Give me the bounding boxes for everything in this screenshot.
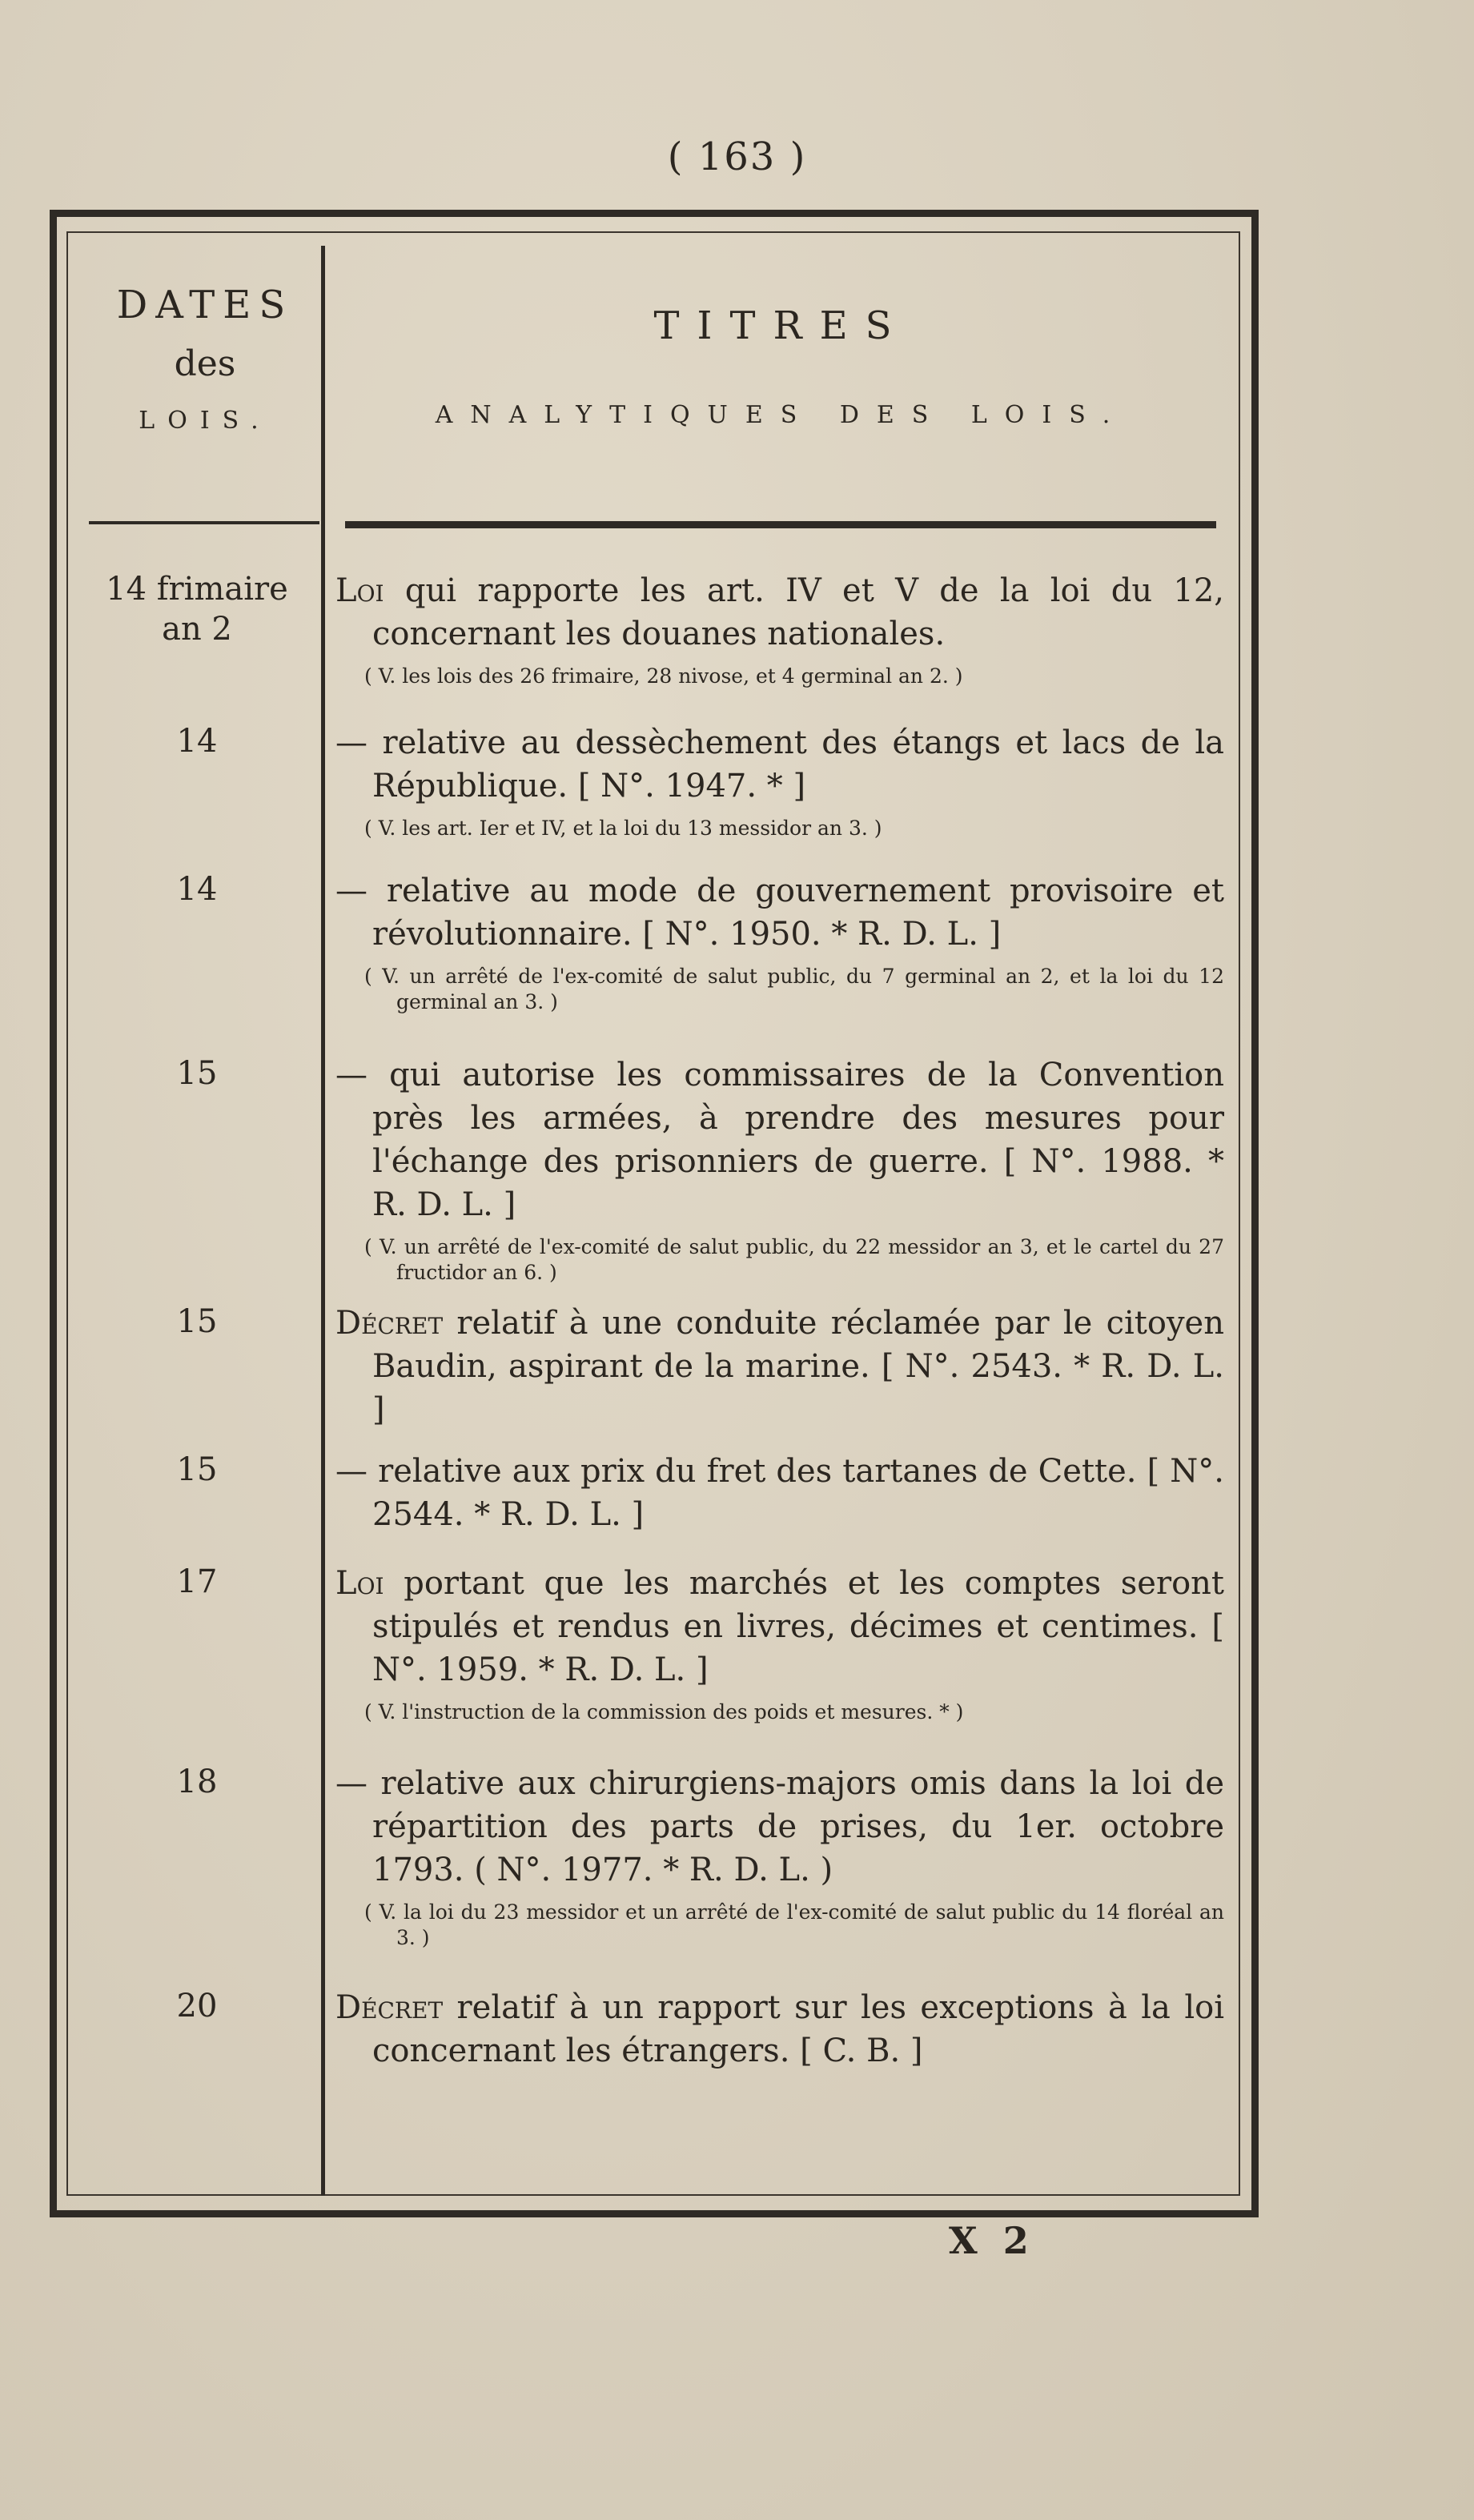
entry-text [335,1986,1224,2073]
dates-header-des: des [174,343,236,384]
entry-body: qui rapporte les art. IV et V de la loi du 12, concernant les douanes nationales. [372,572,1224,652]
entry-text [335,1562,1224,1725]
entry-lead: Loi [335,572,384,609]
entry-lead: Décret [335,1989,444,2026]
entry-note: ( V. l'instruction de la commission des poids et mesures. * ) [364,1700,964,1723]
entry-date: 15 [176,1451,218,1488]
entry-body: — relative aux prix du fret des tartanes de Cette. [ N°. 2544. * R. D. L. ] [335,1453,1224,1533]
entries-list [57,217,1251,2210]
entry-body: — relative au dessèchement des étangs et lacs de la République. [ N°. 1947. * ] [335,724,1224,805]
page-number: ( 163 ) [667,134,807,179]
dates-header-lois: LOIS. [139,407,271,435]
entry-body: relatif à un rapport sur les exceptions à la loi concernant les étrangers. [ C. B. ] [372,1989,1224,2069]
entry-text [335,1450,1224,1536]
entry-date: 15 [176,1303,218,1340]
entry-text [335,721,1224,841]
entry-text [335,569,1224,689]
entry-date: 17 [176,1563,218,1600]
entry-body: — relative au mode de gouvernement provisoire et révolutionnaire. [ N°. 1950. * R. D. L. ] [335,873,1224,953]
titres-header-subtitle: ANALYTIQUES DES LOIS. [435,401,1128,429]
signature-mark: X 2 [949,2219,1035,2262]
table-frame [50,210,1259,2217]
entry-lead: Décret [335,1305,444,1342]
entry-body: portant que les marchés et les comptes seront stipulés et rendus en livres, décimes et centimes. [ N°. 1959. * R. D. L. ] [372,1565,1224,1688]
entry-body: — relative aux chirurgiens-majors omis dans la loi de répartition des parts de prises, du 1er. octobre 1793. ( N°. 1977. * R. D. L. ) [335,1765,1224,1888]
entry-note: ( V. les art. Ier et IV, et la loi du 13 messidor an 3. ) [364,817,882,840]
entry-body: relatif à une conduite réclamée par le citoyen Baudin, aspirant de la marine. [ N°. 2543. * R. D. L. ] [372,1305,1224,1428]
dates-header-title: DATES [116,283,294,327]
entry-note: ( V. un arrêté de l'ex-comité de salut public, du 7 germinal an 2, et la loi du 12 germinal an 3. ) [364,965,1224,1013]
entry-text [335,1053,1224,1286]
entry-note: ( V. les lois des 26 frimaire, 28 nivose, et 4 germinal an 2. ) [364,664,963,688]
entry-date: 15 [176,1055,218,1092]
entry-date: 14 [176,871,218,908]
titres-header-title: TITRES [653,303,910,348]
entry-text [335,1302,1224,1431]
entry-text [335,1762,1224,1951]
entry-body: — qui autorise les commissaires de la Convention près les armées, à prendre des mesures pour l'échange des prisonniers de guerre. [ N°. 1988. * R. D. L. ] [335,1057,1224,1223]
entry-note: ( V. la loi du 23 messidor et un arrêté de l'ex-comité de salut public du 14 floréal an 3. ) [364,1900,1224,1949]
entry-date: 14 frimaire an 2 [106,571,288,648]
entry-date: 20 [176,1988,218,2024]
entry-lead: Loi [335,1565,384,1602]
entry-note: ( V. un arrêté de l'ex-comité de salut public, du 22 messidor an 3, et le cartel du 27 fructidor an 6. ) [364,1235,1224,1284]
entry-date: 18 [176,1764,218,1800]
entry-date: 14 [176,723,218,760]
entry-text [335,869,1224,1015]
